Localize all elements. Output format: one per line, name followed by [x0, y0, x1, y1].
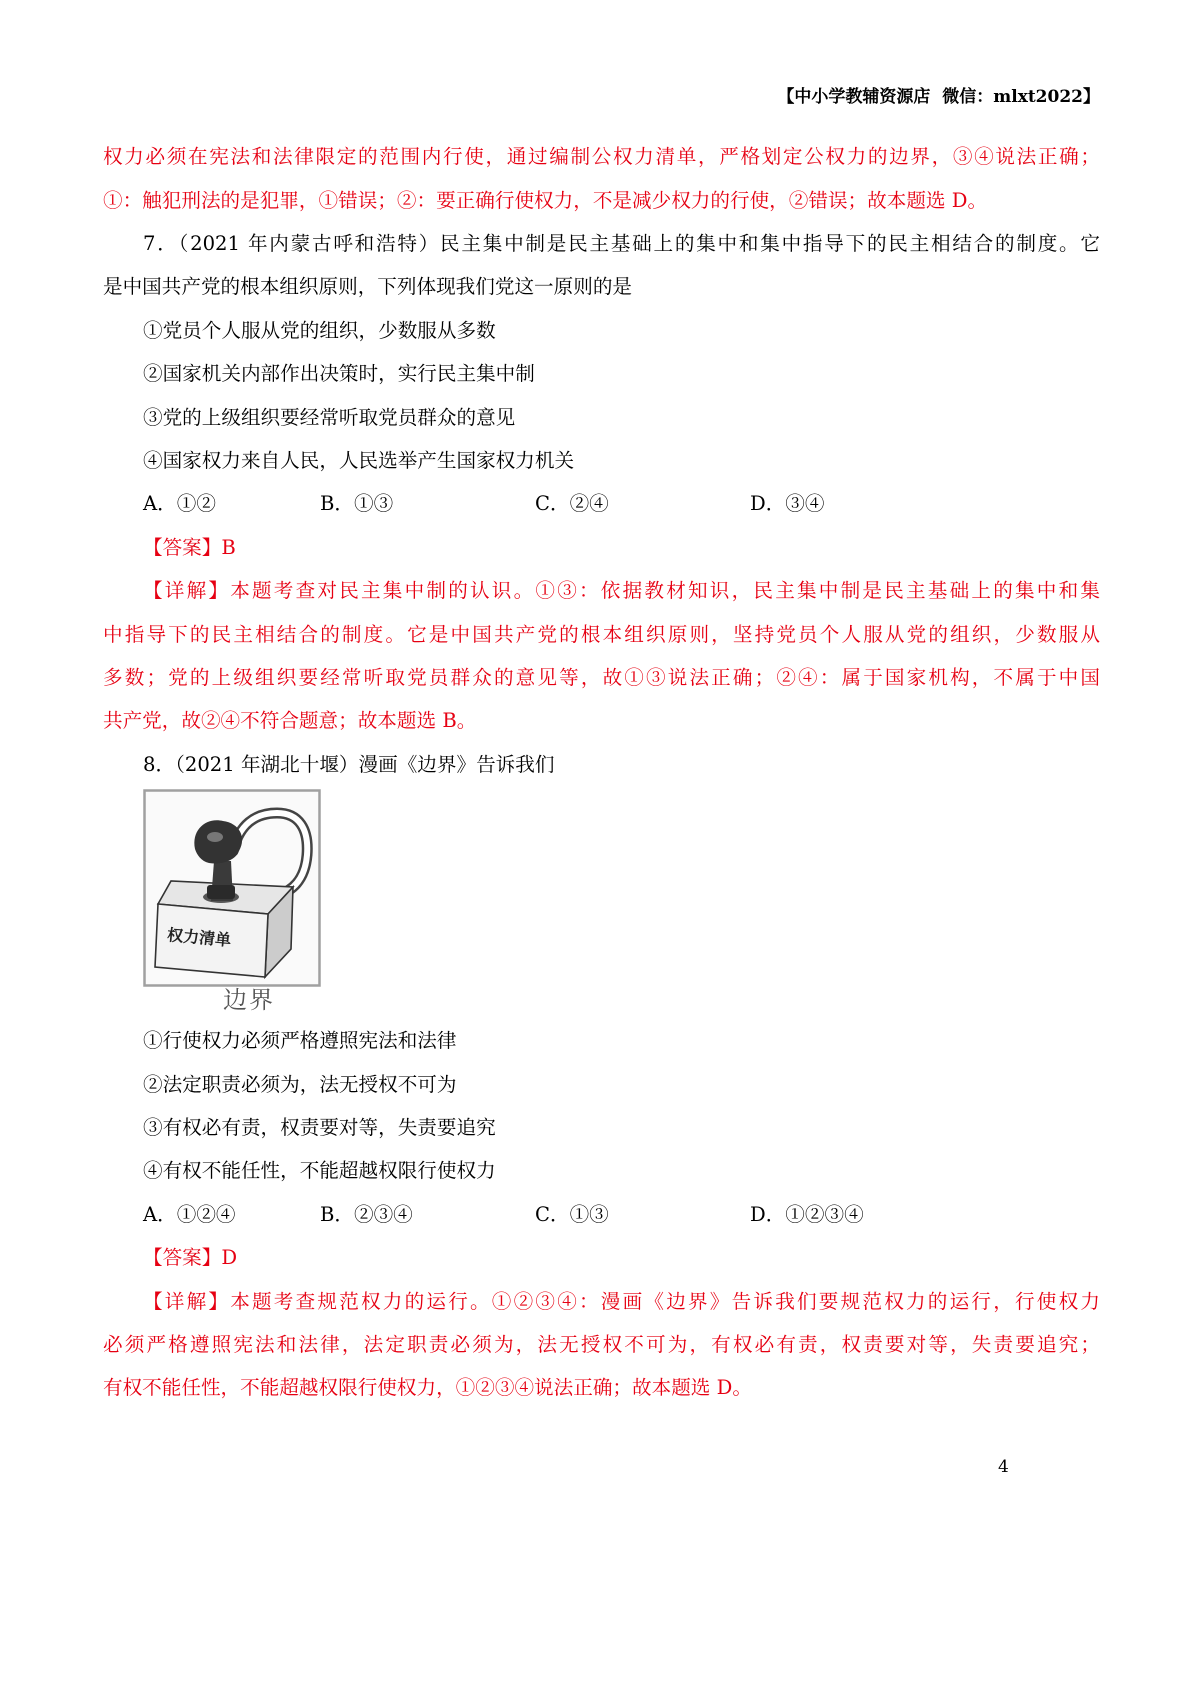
cartoon-caption: 边界	[223, 986, 275, 1015]
explanation-line: 有权不能任性，不能超越权限行使权力，①②③④说法正确；故本题选 D。	[103, 1376, 752, 1400]
statement-item: ③党的上级组织要经常听取党员群众的意见	[143, 405, 516, 429]
source-header-tag: 【中小学教辅资源店 微信：mlxt2022】	[777, 87, 1100, 107]
option-a: A．①②	[143, 492, 216, 516]
statement-item: ②国家机关内部作出决策时，实行民主集中制	[143, 362, 535, 386]
prev-explanation-line: ①：触犯刑法的是犯罪，①错误；②：要正确行使权力，不是减少权力的行使，②错误；故本题选 D。	[103, 188, 988, 212]
options-row	[103, 1193, 1100, 1236]
question-8	[103, 743, 1100, 1410]
question-stem-line: 7．（2021 年内蒙古呼和浩特）民主集中制是民主基础上的集中和集中指导下的民主相结合的制度。它	[143, 232, 1100, 256]
box-label: 权力清单	[166, 925, 232, 950]
option-b: B．②③④	[320, 1202, 413, 1226]
statement-item: ④有权不能任性，不能超越权限行使权力	[143, 1159, 496, 1183]
question-stem-line: 是中国共产党的根本组织原则，下列体现我们党这一原则的是	[103, 275, 633, 299]
explanation-line: 【详解】本题考查对民主集中制的认识。①③：依据教材知识，民主集中制是民主基础上的集中和集	[143, 579, 1100, 603]
explanation-line: 必须严格遵照宪法和法律，法定职责必须为，法无授权不可为，有权必有责，权责要对等，失责要追究；	[103, 1332, 1100, 1356]
prev-explanation-line: 权力必须在宪法和法律限定的范围内行使，通过编制公权力清单，严格划定公权力的边界，③④说法正确；	[103, 145, 1100, 169]
options-row	[103, 482, 1100, 525]
answer-line: 【答案】D	[143, 1246, 238, 1270]
option-b: B．①③	[320, 492, 394, 516]
statement-item: ③有权必有责，权责要对等，失责要追究	[143, 1115, 496, 1139]
statement-item: ①行使权力必须严格遵照宪法和法律	[143, 1029, 457, 1053]
cartoon-figure	[103, 786, 1100, 1019]
option-d: D．①②③④	[750, 1202, 864, 1226]
option-c: C．①③	[535, 1202, 609, 1226]
statement-item: ①党员个人服从党的组织，少数服从多数	[143, 318, 496, 342]
cartoon-image	[143, 789, 321, 987]
question-7	[103, 222, 1100, 743]
statement-item: ④国家权力来自人民，人民选举产生国家权力机关	[143, 449, 575, 473]
explanation-line: 共产党，故②④不符合题意；故本题选 B。	[103, 709, 477, 733]
page-number: 4	[998, 1457, 1009, 1477]
statement-item: ②法定职责必须为，法无授权不可为	[143, 1072, 457, 1096]
explanation-line: 中指导下的民主相结合的制度。它是中国共产党的根本组织原则，坚持党员个人服从党的组织，少数服从	[103, 622, 1100, 646]
option-a: A．①②④	[143, 1202, 236, 1226]
explanation-line: 多数；党的上级组织要经常听取党员群众的意见等，故①③说法正确；②④：属于国家机构，不属于中国	[103, 665, 1100, 689]
option-d: D．③④	[750, 492, 825, 516]
explanation-line: 【详解】本题考查规范权力的运行。①②③④：漫画《边界》告诉我们要规范权力的运行，行使权力	[143, 1289, 1100, 1313]
option-c: C．②④	[535, 492, 609, 516]
content-column	[103, 135, 1100, 1409]
question-stem-line: 8．（2021 年湖北十堰）漫画《边界》告诉我们	[143, 752, 555, 776]
answer-line: 【答案】B	[143, 535, 236, 559]
